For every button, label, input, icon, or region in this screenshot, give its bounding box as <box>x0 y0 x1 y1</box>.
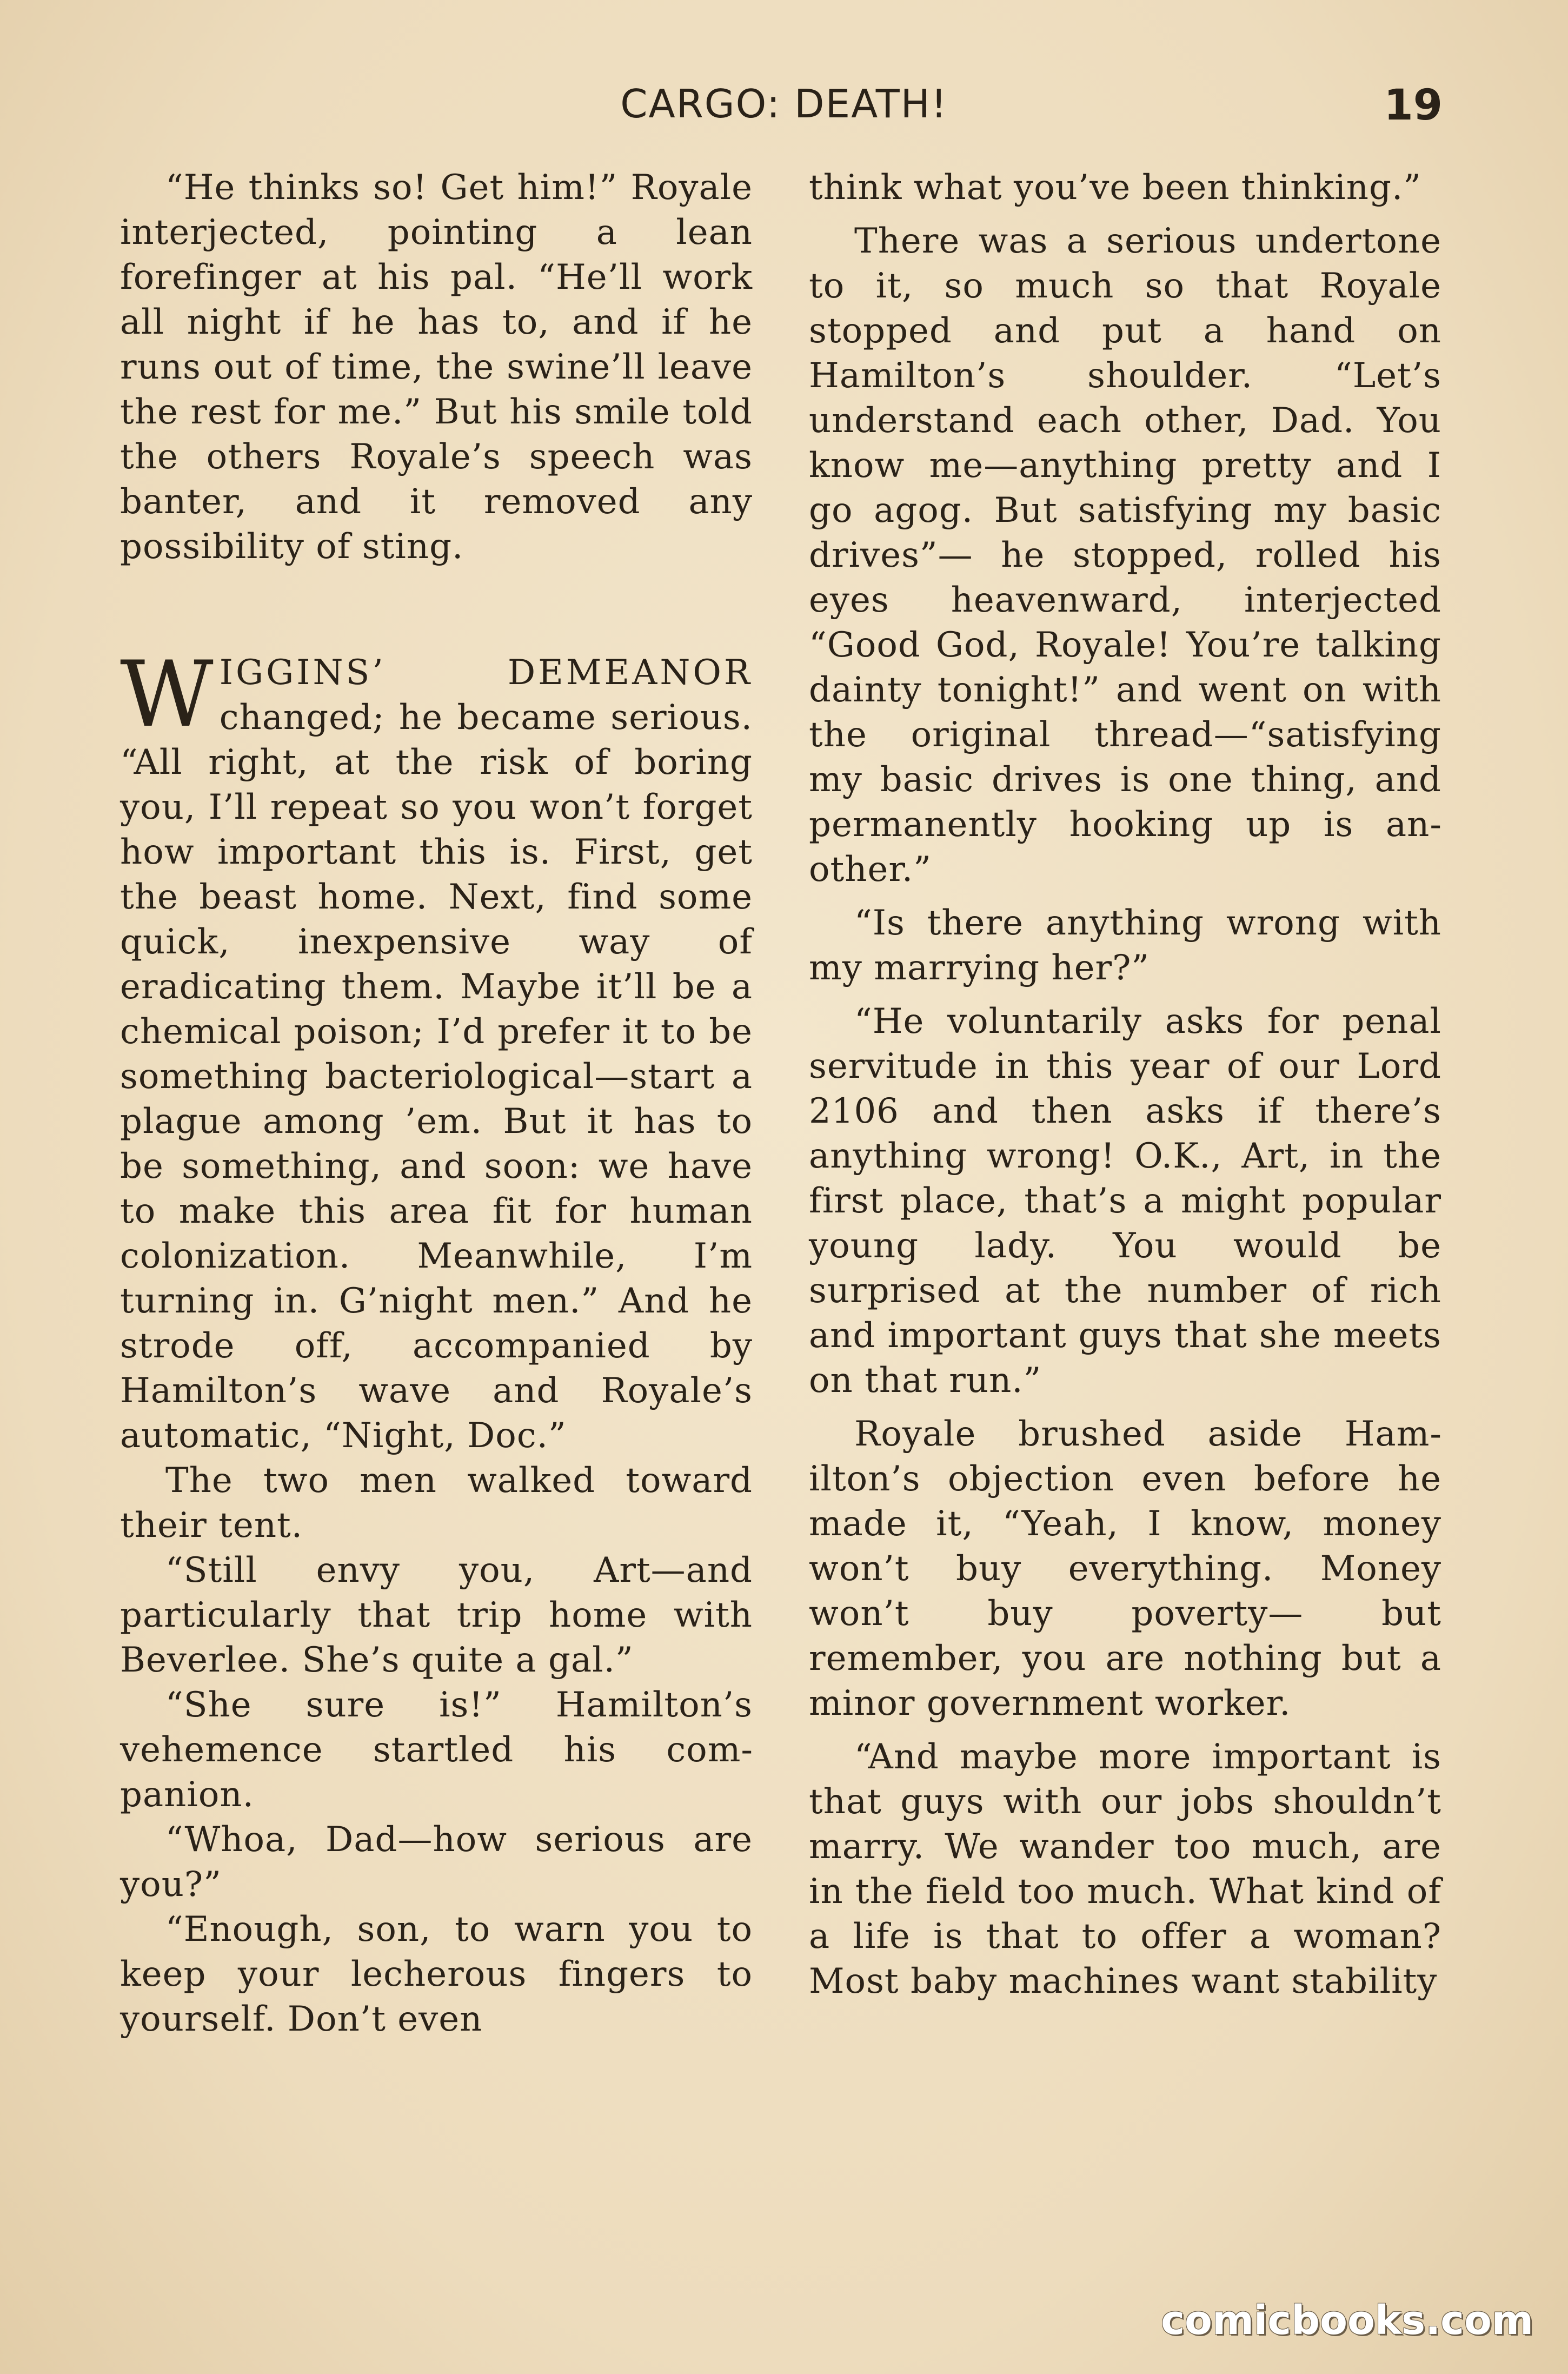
paragraph: “Enough, son, to warn you to keep your lecherous fingers to yourself. Don’t even <box>120 1909 753 2039</box>
paragraph: There was a serious undertone to it, so much so that Royale stopped and put a hand on Hamilton’s shoulder. “Let’s understand each other, Dad. You know me—anything pretty and I go agog. But satisfying my basic drives”— he stopped, rolled his eyes heavenward, interjected “Good God, Royale! You’re talking dainty tonight!” and went on with the original thread—“satisfying my basic drives is one thing, and permanently hooking up is another.” <box>809 221 1441 890</box>
drop-cap: W <box>120 641 214 747</box>
paragraph: “And maybe more important is that guys with our jobs shouldn’t marry. We wander too much, are in the field too much. What kind of a life is that to offer a woman? Most baby machines want stability <box>809 1737 1441 2001</box>
lead-in-words: IGGINS’ DEMEANOR <box>219 653 753 693</box>
watermark: comicbooks.com <box>1161 2297 1533 2344</box>
paragraph: “She sure is!” Hamilton’s vehemence startled his companion. <box>120 1685 753 1815</box>
page-number: 19 <box>1384 81 1443 130</box>
paragraph: “Whoa, Dad—how serious are you?” <box>120 1820 753 1905</box>
paragraph: think what you’ve been thinking.” <box>809 168 1421 208</box>
paragraph: “Is there anything wrong with my marrying her?” <box>809 903 1441 988</box>
paragraph-text: changed; he became serious. “All right, at the risk of boring you, I’ll repeat so you won’t forget how important this is. First, get the beast home. Next, find some quick, inexpensive way of eradicating them. Maybe it’ll be a chemical poison; I’d prefer it to be something bacteriological—start a plague among ’em. But it has to be something, and soon: we have to make this area fit for human colonization. Meanwhile, I’m turning in. G’night men.” And he strode off, accompanied by Hamilton’s wave and Royale’s automatic, “Night, Doc.” <box>120 698 753 1456</box>
paragraph: “He voluntarily asks for penal servitude in this year of our Lord 2106 and then asks if there’s anything wrong! O.K., Art, in the first place, that’s a might popular young lady. You would be surprised at the number of rich and important guys that she meets on that run.” <box>809 1002 1441 1401</box>
paragraph: “He thinks so! Get him!” Royale interjected, pointing a lean forefinger at his pal. “He’ll work all night if he has to, and if he runs out of time, the swine’ll leave the rest for me.” But his smile told the others Royale’s speech was banter, and it removed any possibility of sting. <box>120 168 753 567</box>
section-opening-paragraph <box>120 641 753 1458</box>
left-column <box>120 165 753 2042</box>
paragraph: Royale brushed aside Hamilton’s objection even before he made it, “Yeah, I know, money won’t buy everything. Money won’t buy poverty— but remember, you are nothing but a minor government worker. <box>809 1414 1441 1723</box>
paragraph: “Still envy you, Art—and particularly that trip home with Beverlee. She’s quite a gal.” <box>120 1550 753 1680</box>
paragraph: The two men walked toward their tent. <box>120 1461 753 1546</box>
running-title: CARGO: DEATH! <box>620 81 948 127</box>
page-header <box>0 81 1568 135</box>
right-column <box>809 165 1441 2004</box>
